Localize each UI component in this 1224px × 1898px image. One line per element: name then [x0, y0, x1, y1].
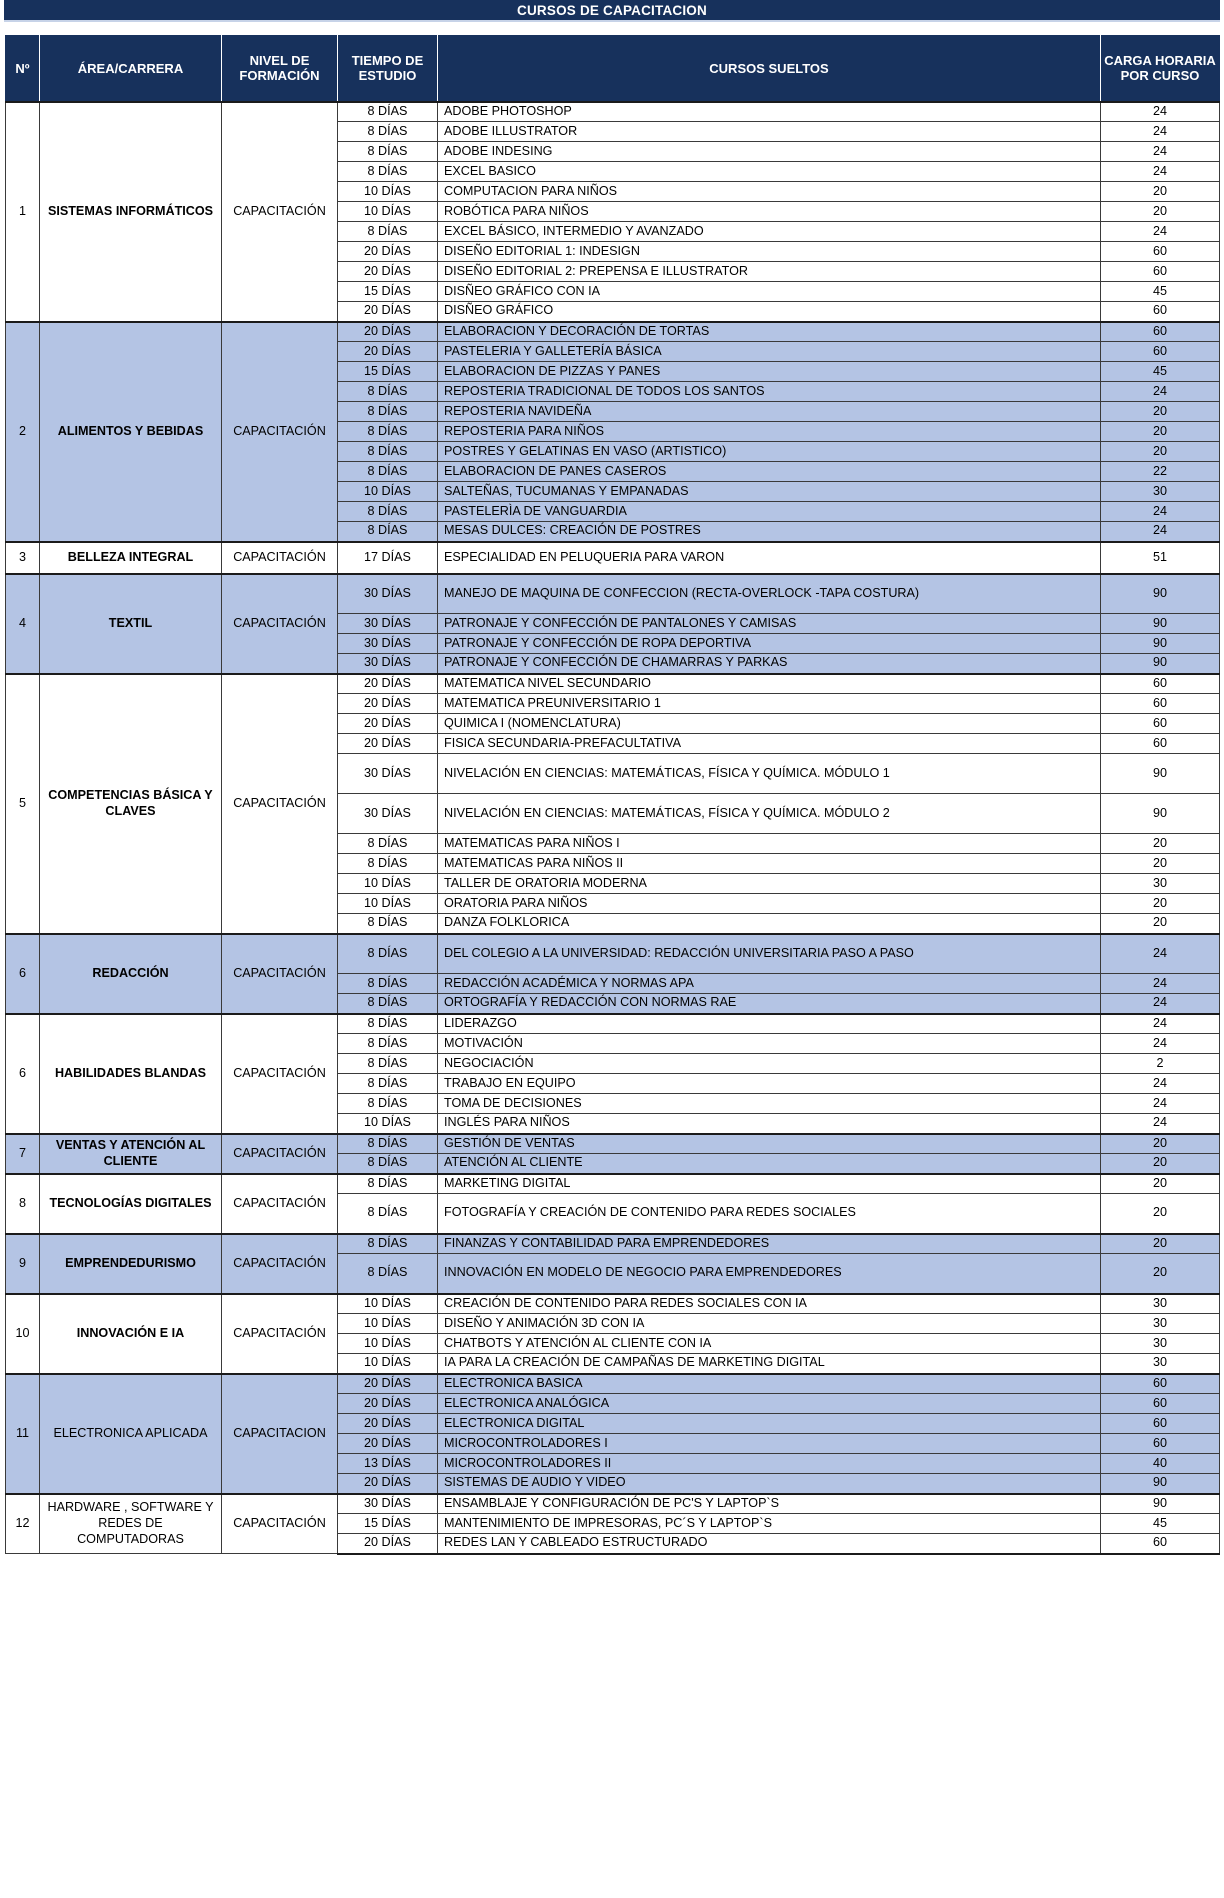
- cell-carga-horaria: 60: [1101, 302, 1220, 322]
- cell-group-number: 7: [6, 1134, 40, 1174]
- cell-curso-suelto: IA PARA LA CREACIÓN DE CAMPAÑAS DE MARKETING DIGITAL: [438, 1354, 1101, 1374]
- cell-carga-horaria: 24: [1101, 222, 1220, 242]
- cell-carga-horaria: 40: [1101, 1454, 1220, 1474]
- cell-carga-horaria: 90: [1101, 754, 1220, 794]
- cell-curso-suelto: TRABAJO EN EQUIPO: [438, 1074, 1101, 1094]
- cell-tiempo-estudio: 30 DÍAS: [338, 754, 438, 794]
- cell-curso-suelto: ADOBE ILLUSTRATOR: [438, 122, 1101, 142]
- table-row: [6, 934, 1220, 974]
- cell-tiempo-estudio: 20 DÍAS: [338, 302, 438, 322]
- cell-curso-suelto: NEGOCIACIÓN: [438, 1054, 1101, 1074]
- cell-curso-suelto: PATRONAJE Y CONFECCIÓN DE CHAMARRAS Y PARKAS: [438, 654, 1101, 674]
- cell-carga-horaria: 30: [1101, 1294, 1220, 1314]
- cell-carga-horaria: 20: [1101, 442, 1220, 462]
- cell-tiempo-estudio: 8 DÍAS: [338, 1254, 438, 1294]
- cell-tiempo-estudio: 17 DÍAS: [338, 542, 438, 574]
- cell-tiempo-estudio: 10 DÍAS: [338, 894, 438, 914]
- cell-tiempo-estudio: 10 DÍAS: [338, 182, 438, 202]
- cell-curso-suelto: DISÑEO GRÁFICO CON IA: [438, 282, 1101, 302]
- cell-carga-horaria: 24: [1101, 934, 1220, 974]
- table-row: [6, 1134, 1220, 1154]
- cell-tiempo-estudio: 30 DÍAS: [338, 654, 438, 674]
- cell-curso-suelto: INNOVACIÓN EN MODELO DE NEGOCIO PARA EMPRENDEDORES: [438, 1254, 1101, 1294]
- cell-area-carrera: BELLEZA INTEGRAL: [40, 542, 222, 574]
- table-row: [6, 102, 1220, 122]
- cell-curso-suelto: CREACIÓN DE CONTENIDO PARA REDES SOCIALES CON IA: [438, 1294, 1101, 1314]
- table-row: [6, 574, 1220, 614]
- cell-carga-horaria: 60: [1101, 714, 1220, 734]
- cell-curso-suelto: ADOBE INDESING: [438, 142, 1101, 162]
- cell-area-carrera: HABILIDADES BLANDAS: [40, 1014, 222, 1134]
- cell-curso-suelto: MICROCONTROLADORES II: [438, 1454, 1101, 1474]
- cell-group-number: 3: [6, 542, 40, 574]
- cell-nivel-formacion: CAPACITACIÓN: [222, 674, 338, 934]
- cell-curso-suelto: ELECTRONICA BASICA: [438, 1374, 1101, 1394]
- cell-carga-horaria: 60: [1101, 262, 1220, 282]
- cell-nivel-formacion: CAPACITACIÓN: [222, 542, 338, 574]
- cell-curso-suelto: ATENCIÓN AL CLIENTE: [438, 1154, 1101, 1174]
- cell-tiempo-estudio: 20 DÍAS: [338, 1474, 438, 1494]
- cell-carga-horaria: 24: [1101, 1074, 1220, 1094]
- table-row: [6, 1374, 1220, 1394]
- cell-curso-suelto: EXCEL BÁSICO, INTERMEDIO Y AVANZADO: [438, 222, 1101, 242]
- cell-carga-horaria: 90: [1101, 794, 1220, 834]
- cell-tiempo-estudio: 30 DÍAS: [338, 1494, 438, 1514]
- cell-curso-suelto: REDACCIÓN ACADÉMICA Y NORMAS APA: [438, 974, 1101, 994]
- cell-curso-suelto: ELABORACION Y DECORACIÓN DE TORTAS: [438, 322, 1101, 342]
- cell-carga-horaria: 45: [1101, 1514, 1220, 1534]
- cell-tiempo-estudio: 20 DÍAS: [338, 242, 438, 262]
- cell-carga-horaria: 20: [1101, 202, 1220, 222]
- cell-carga-horaria: 45: [1101, 282, 1220, 302]
- cell-nivel-formacion: CAPACITACIÓN: [222, 1134, 338, 1174]
- header-row: [6, 36, 1220, 102]
- cell-carga-horaria: 20: [1101, 834, 1220, 854]
- cell-curso-suelto: REPOSTERIA PARA NIÑOS: [438, 422, 1101, 442]
- cell-area-carrera: HARDWARE , SOFTWARE Y REDES DE COMPUTADORAS: [40, 1494, 222, 1554]
- cell-area-carrera: TEXTIL: [40, 574, 222, 674]
- cell-nivel-formacion: CAPACITACIÓN: [222, 1234, 338, 1294]
- cell-tiempo-estudio: 15 DÍAS: [338, 1514, 438, 1534]
- cell-carga-horaria: 20: [1101, 1134, 1220, 1154]
- cell-tiempo-estudio: 8 DÍAS: [338, 1234, 438, 1254]
- cell-carga-horaria: 20: [1101, 402, 1220, 422]
- cell-tiempo-estudio: 8 DÍAS: [338, 974, 438, 994]
- cell-curso-suelto: QUIMICA I (NOMENCLATURA): [438, 714, 1101, 734]
- cell-carga-horaria: 51: [1101, 542, 1220, 574]
- cell-carga-horaria: 24: [1101, 142, 1220, 162]
- table-header: [6, 36, 1220, 102]
- cell-carga-horaria: 60: [1101, 1374, 1220, 1394]
- cell-carga-horaria: 90: [1101, 654, 1220, 674]
- cell-tiempo-estudio: 10 DÍAS: [338, 1334, 438, 1354]
- cell-tiempo-estudio: 20 DÍAS: [338, 674, 438, 694]
- cell-area-carrera: VENTAS Y ATENCIÓN AL CLIENTE: [40, 1134, 222, 1174]
- cell-curso-suelto: MATEMATICA NIVEL SECUNDARIO: [438, 674, 1101, 694]
- cell-group-number: 1: [6, 102, 40, 322]
- cell-carga-horaria: 90: [1101, 634, 1220, 654]
- cell-tiempo-estudio: 20 DÍAS: [338, 1374, 438, 1394]
- cell-tiempo-estudio: 8 DÍAS: [338, 402, 438, 422]
- cell-tiempo-estudio: 8 DÍAS: [338, 1094, 438, 1114]
- cell-carga-horaria: 60: [1101, 694, 1220, 714]
- cell-curso-suelto: NIVELACIÓN EN CIENCIAS: MATEMÁTICAS, FÍSICA Y QUÍMICA. MÓDULO 2: [438, 794, 1101, 834]
- courses-table: [5, 35, 1220, 1555]
- cell-curso-suelto: DISEÑO Y ANIMACIÓN 3D CON IA: [438, 1314, 1101, 1334]
- cell-carga-horaria: 60: [1101, 1394, 1220, 1414]
- cell-group-number: 11: [6, 1374, 40, 1494]
- cell-curso-suelto: MARKETING DIGITAL: [438, 1174, 1101, 1194]
- cell-curso-suelto: SISTEMAS DE AUDIO Y VIDEO: [438, 1474, 1101, 1494]
- cell-carga-horaria: 24: [1101, 974, 1220, 994]
- cell-nivel-formacion: CAPACITACIÓN: [222, 574, 338, 674]
- cell-carga-horaria: 60: [1101, 1534, 1220, 1554]
- cell-carga-horaria: 60: [1101, 674, 1220, 694]
- cell-group-number: 4: [6, 574, 40, 674]
- cell-carga-horaria: 20: [1101, 1154, 1220, 1174]
- cell-curso-suelto: REPOSTERIA TRADICIONAL DE TODOS LOS SANTOS: [438, 382, 1101, 402]
- cell-carga-horaria: 60: [1101, 322, 1220, 342]
- title-spacer: [0, 22, 1224, 35]
- cell-carga-horaria: 60: [1101, 242, 1220, 262]
- cell-tiempo-estudio: 10 DÍAS: [338, 1354, 438, 1374]
- cell-curso-suelto: ORATORIA PARA NIÑOS: [438, 894, 1101, 914]
- table-row: [6, 1234, 1220, 1254]
- cell-group-number: 8: [6, 1174, 40, 1234]
- cell-tiempo-estudio: 20 DÍAS: [338, 1534, 438, 1554]
- cell-carga-horaria: 24: [1101, 162, 1220, 182]
- cell-carga-horaria: 24: [1101, 382, 1220, 402]
- cell-carga-horaria: 20: [1101, 182, 1220, 202]
- cell-curso-suelto: ENSAMBLAJE Y CONFIGURACIÓN DE PC'S Y LAPTOP`S: [438, 1494, 1101, 1514]
- cell-curso-suelto: TALLER DE ORATORIA MODERNA: [438, 874, 1101, 894]
- cell-tiempo-estudio: 10 DÍAS: [338, 1314, 438, 1334]
- cell-tiempo-estudio: 8 DÍAS: [338, 142, 438, 162]
- cell-tiempo-estudio: 20 DÍAS: [338, 734, 438, 754]
- cell-area-carrera: EMPRENDEDURISMO: [40, 1234, 222, 1294]
- cell-area-carrera: SISTEMAS INFORMÁTICOS: [40, 102, 222, 322]
- cell-curso-suelto: PASTELERÌA DE VANGUARDIA: [438, 502, 1101, 522]
- table-row: [6, 1494, 1220, 1514]
- cell-group-number: 6: [6, 934, 40, 1014]
- cell-curso-suelto: GESTIÓN DE VENTAS: [438, 1134, 1101, 1154]
- cell-curso-suelto: DISÑEO GRÁFICO: [438, 302, 1101, 322]
- cell-carga-horaria: 30: [1101, 482, 1220, 502]
- cell-tiempo-estudio: 30 DÍAS: [338, 634, 438, 654]
- cell-carga-horaria: 60: [1101, 1414, 1220, 1434]
- cell-carga-horaria: 24: [1101, 102, 1220, 122]
- cell-carga-horaria: 20: [1101, 1234, 1220, 1254]
- cell-curso-suelto: REPOSTERIA NAVIDEÑA: [438, 402, 1101, 422]
- cell-tiempo-estudio: 20 DÍAS: [338, 1414, 438, 1434]
- cell-curso-suelto: ELABORACION DE PIZZAS Y PANES: [438, 362, 1101, 382]
- cell-tiempo-estudio: 15 DÍAS: [338, 362, 438, 382]
- cell-tiempo-estudio: 8 DÍAS: [338, 502, 438, 522]
- cell-curso-suelto: ROBÓTICA PARA NIÑOS: [438, 202, 1101, 222]
- cell-tiempo-estudio: 8 DÍAS: [338, 934, 438, 974]
- cell-tiempo-estudio: 8 DÍAS: [338, 994, 438, 1014]
- cell-tiempo-estudio: 8 DÍAS: [338, 854, 438, 874]
- cell-curso-suelto: COMPUTACION PARA NIÑOS: [438, 182, 1101, 202]
- cell-carga-horaria: 22: [1101, 462, 1220, 482]
- table-body: [6, 102, 1220, 1554]
- cell-tiempo-estudio: 20 DÍAS: [338, 694, 438, 714]
- cell-curso-suelto: MANTENIMIENTO DE IMPRESORAS, PC´S Y LAPTOP`S: [438, 1514, 1101, 1534]
- cell-tiempo-estudio: 8 DÍAS: [338, 1014, 438, 1034]
- cell-area-carrera: ALIMENTOS Y BEBIDAS: [40, 322, 222, 542]
- cell-carga-horaria: 20: [1101, 914, 1220, 934]
- cell-tiempo-estudio: 13 DÍAS: [338, 1454, 438, 1474]
- cell-curso-suelto: MANEJO DE MAQUINA DE CONFECCION (RECTA-OVERLOCK -TAPA COSTURA): [438, 574, 1101, 614]
- cell-curso-suelto: FOTOGRAFÍA Y CREACIÓN DE CONTENIDO PARA REDES SOCIALES: [438, 1194, 1101, 1234]
- cell-tiempo-estudio: 20 DÍAS: [338, 714, 438, 734]
- cell-carga-horaria: 30: [1101, 874, 1220, 894]
- cell-carga-horaria: 24: [1101, 1094, 1220, 1114]
- cell-carga-horaria: 60: [1101, 342, 1220, 362]
- cell-carga-horaria: 30: [1101, 1354, 1220, 1374]
- cell-carga-horaria: 45: [1101, 362, 1220, 382]
- column-header-num: Nº: [6, 36, 40, 102]
- cell-area-carrera: TECNOLOGÍAS DIGITALES: [40, 1174, 222, 1234]
- cell-carga-horaria: 90: [1101, 614, 1220, 634]
- cell-carga-horaria: 2: [1101, 1054, 1220, 1074]
- cell-carga-horaria: 24: [1101, 522, 1220, 542]
- cell-curso-suelto: PASTELERIA Y GALLETERÍA BÁSICA: [438, 342, 1101, 362]
- cell-tiempo-estudio: 8 DÍAS: [338, 162, 438, 182]
- document-title-banner: [4, 0, 1220, 22]
- column-header-area: ÁREA/CARRERA: [40, 36, 222, 102]
- cell-nivel-formacion: CAPACITACIÓN: [222, 322, 338, 542]
- column-header-tiempo: TIEMPO DE ESTUDIO: [338, 36, 438, 102]
- cell-carga-horaria: 24: [1101, 122, 1220, 142]
- cell-curso-suelto: DISEÑO EDITORIAL 1: INDESIGN: [438, 242, 1101, 262]
- cell-carga-horaria: 90: [1101, 574, 1220, 614]
- cell-curso-suelto: SALTEÑAS, TUCUMANAS Y EMPANADAS: [438, 482, 1101, 502]
- cell-nivel-formacion: CAPACITACION: [222, 1374, 338, 1494]
- table-row: [6, 1174, 1220, 1194]
- cell-carga-horaria: 24: [1101, 502, 1220, 522]
- cell-tiempo-estudio: 8 DÍAS: [338, 382, 438, 402]
- cell-tiempo-estudio: 8 DÍAS: [338, 914, 438, 934]
- cell-curso-suelto: LIDERAZGO: [438, 1014, 1101, 1034]
- cell-group-number: 12: [6, 1494, 40, 1554]
- cell-carga-horaria: 60: [1101, 734, 1220, 754]
- cell-curso-suelto: DANZA FOLKLORICA: [438, 914, 1101, 934]
- cell-tiempo-estudio: 20 DÍAS: [338, 322, 438, 342]
- cell-tiempo-estudio: 10 DÍAS: [338, 202, 438, 222]
- cell-carga-horaria: 90: [1101, 1474, 1220, 1494]
- column-header-carga: CARGA HORARIA POR CURSO: [1101, 36, 1220, 102]
- cell-tiempo-estudio: 10 DÍAS: [338, 1114, 438, 1134]
- cell-curso-suelto: DISEÑO EDITORIAL 2: PREPENSA E ILLUSTRATOR: [438, 262, 1101, 282]
- cell-group-number: 6: [6, 1014, 40, 1134]
- cell-curso-suelto: MATEMATICA PREUNIVERSITARIO 1: [438, 694, 1101, 714]
- cell-carga-horaria: 20: [1101, 1174, 1220, 1194]
- cell-group-number: 9: [6, 1234, 40, 1294]
- cell-carga-horaria: 60: [1101, 1434, 1220, 1454]
- cell-carga-horaria: 20: [1101, 1194, 1220, 1234]
- column-header-nivel: NIVEL DE FORMACIÓN: [222, 36, 338, 102]
- cell-curso-suelto: ORTOGRAFÍA Y REDACCIÓN CON NORMAS RAE: [438, 994, 1101, 1014]
- cell-tiempo-estudio: 30 DÍAS: [338, 794, 438, 834]
- cell-area-carrera: ELECTRONICA APLICADA: [40, 1374, 222, 1494]
- cell-tiempo-estudio: 8 DÍAS: [338, 1054, 438, 1074]
- cell-carga-horaria: 24: [1101, 1114, 1220, 1134]
- table-row: [6, 1014, 1220, 1034]
- cell-carga-horaria: 20: [1101, 894, 1220, 914]
- cell-curso-suelto: TOMA DE DECISIONES: [438, 1094, 1101, 1114]
- cell-tiempo-estudio: 8 DÍAS: [338, 222, 438, 242]
- cell-curso-suelto: CHATBOTS Y ATENCIÓN AL CLIENTE CON IA: [438, 1334, 1101, 1354]
- cell-tiempo-estudio: 8 DÍAS: [338, 1194, 438, 1234]
- cell-curso-suelto: INGLÉS PARA NIÑOS: [438, 1114, 1101, 1134]
- cell-curso-suelto: MOTIVACIÓN: [438, 1034, 1101, 1054]
- cell-tiempo-estudio: 20 DÍAS: [338, 262, 438, 282]
- cell-carga-horaria: 24: [1101, 1034, 1220, 1054]
- cell-curso-suelto: ADOBE PHOTOSHOP: [438, 102, 1101, 122]
- column-header-cursos: CURSOS SUELTOS: [438, 36, 1101, 102]
- cell-curso-suelto: ELECTRONICA DIGITAL: [438, 1414, 1101, 1434]
- cell-carga-horaria: 24: [1101, 994, 1220, 1014]
- cell-area-carrera: REDACCIÓN: [40, 934, 222, 1014]
- cell-tiempo-estudio: 10 DÍAS: [338, 1294, 438, 1314]
- cell-nivel-formacion: CAPACITACIÓN: [222, 1174, 338, 1234]
- cell-curso-suelto: ELECTRONICA ANALÓGICA: [438, 1394, 1101, 1414]
- cell-curso-suelto: FISICA SECUNDARIA-PREFACULTATIVA: [438, 734, 1101, 754]
- cell-carga-horaria: 20: [1101, 1254, 1220, 1294]
- cell-tiempo-estudio: 8 DÍAS: [338, 422, 438, 442]
- cell-tiempo-estudio: 10 DÍAS: [338, 874, 438, 894]
- cell-curso-suelto: FINANZAS Y CONTABILIDAD PARA EMPRENDEDORES: [438, 1234, 1101, 1254]
- table-row: [6, 1294, 1220, 1314]
- table-row: [6, 322, 1220, 342]
- cell-nivel-formacion: CAPACITACIÓN: [222, 1294, 338, 1374]
- document-title: CURSOS DE CAPACITACION: [517, 2, 707, 18]
- cell-curso-suelto: MATEMATICAS PARA NIÑOS I: [438, 834, 1101, 854]
- cell-curso-suelto: POSTRES Y GELATINAS EN VASO (ARTISTICO): [438, 442, 1101, 462]
- cell-tiempo-estudio: 8 DÍAS: [338, 522, 438, 542]
- cell-carga-horaria: 20: [1101, 854, 1220, 874]
- cell-nivel-formacion: CAPACITACIÓN: [222, 1494, 338, 1554]
- cell-curso-suelto: DEL COLEGIO A LA UNIVERSIDAD: REDACCIÓN UNIVERSITARIA PASO A PASO: [438, 934, 1101, 974]
- cell-tiempo-estudio: 8 DÍAS: [338, 1174, 438, 1194]
- cell-tiempo-estudio: 8 DÍAS: [338, 1034, 438, 1054]
- cell-tiempo-estudio: 8 DÍAS: [338, 1074, 438, 1094]
- cell-tiempo-estudio: 8 DÍAS: [338, 1154, 438, 1174]
- cell-curso-suelto: REDES LAN Y CABLEADO ESTRUCTURADO: [438, 1534, 1101, 1554]
- cell-curso-suelto: ESPECIALIDAD EN PELUQUERIA PARA VARON: [438, 542, 1101, 574]
- cell-tiempo-estudio: 8 DÍAS: [338, 462, 438, 482]
- cell-curso-suelto: MATEMATICAS PARA NIÑOS II: [438, 854, 1101, 874]
- cell-carga-horaria: 30: [1101, 1334, 1220, 1354]
- cell-curso-suelto: PATRONAJE Y CONFECCIÓN DE ROPA DEPORTIVA: [438, 634, 1101, 654]
- cell-tiempo-estudio: 20 DÍAS: [338, 1434, 438, 1454]
- cell-carga-horaria: 90: [1101, 1494, 1220, 1514]
- cell-curso-suelto: ELABORACION DE PANES CASEROS: [438, 462, 1101, 482]
- cell-tiempo-estudio: 10 DÍAS: [338, 482, 438, 502]
- cell-tiempo-estudio: 8 DÍAS: [338, 834, 438, 854]
- cell-tiempo-estudio: 8 DÍAS: [338, 1134, 438, 1154]
- cell-nivel-formacion: CAPACITACIÓN: [222, 934, 338, 1014]
- cell-curso-suelto: EXCEL BASICO: [438, 162, 1101, 182]
- cell-tiempo-estudio: 8 DÍAS: [338, 102, 438, 122]
- cell-nivel-formacion: CAPACITACIÓN: [222, 1014, 338, 1134]
- table-row: [6, 542, 1220, 574]
- cell-group-number: 2: [6, 322, 40, 542]
- cell-curso-suelto: MESAS DULCES: CREACIÓN DE POSTRES: [438, 522, 1101, 542]
- cell-curso-suelto: MICROCONTROLADORES I: [438, 1434, 1101, 1454]
- cell-curso-suelto: PATRONAJE Y CONFECCIÓN DE PANTALONES Y CAMISAS: [438, 614, 1101, 634]
- cell-group-number: 5: [6, 674, 40, 934]
- cell-nivel-formacion: CAPACITACIÓN: [222, 102, 338, 322]
- cell-tiempo-estudio: 8 DÍAS: [338, 122, 438, 142]
- cell-area-carrera: COMPETENCIAS BÁSICA Y CLAVES: [40, 674, 222, 934]
- cell-area-carrera: INNOVACIÓN E IA: [40, 1294, 222, 1374]
- cell-tiempo-estudio: 20 DÍAS: [338, 1394, 438, 1414]
- cell-carga-horaria: 24: [1101, 1014, 1220, 1034]
- cell-tiempo-estudio: 30 DÍAS: [338, 614, 438, 634]
- cell-tiempo-estudio: 20 DÍAS: [338, 342, 438, 362]
- cell-carga-horaria: 30: [1101, 1314, 1220, 1334]
- cell-carga-horaria: 20: [1101, 422, 1220, 442]
- cell-tiempo-estudio: 30 DÍAS: [338, 574, 438, 614]
- cell-tiempo-estudio: 8 DÍAS: [338, 442, 438, 462]
- table-row: [6, 674, 1220, 694]
- cell-curso-suelto: NIVELACIÓN EN CIENCIAS: MATEMÁTICAS, FÍSICA Y QUÍMICA. MÓDULO 1: [438, 754, 1101, 794]
- cell-tiempo-estudio: 15 DÍAS: [338, 282, 438, 302]
- cell-group-number: 10: [6, 1294, 40, 1374]
